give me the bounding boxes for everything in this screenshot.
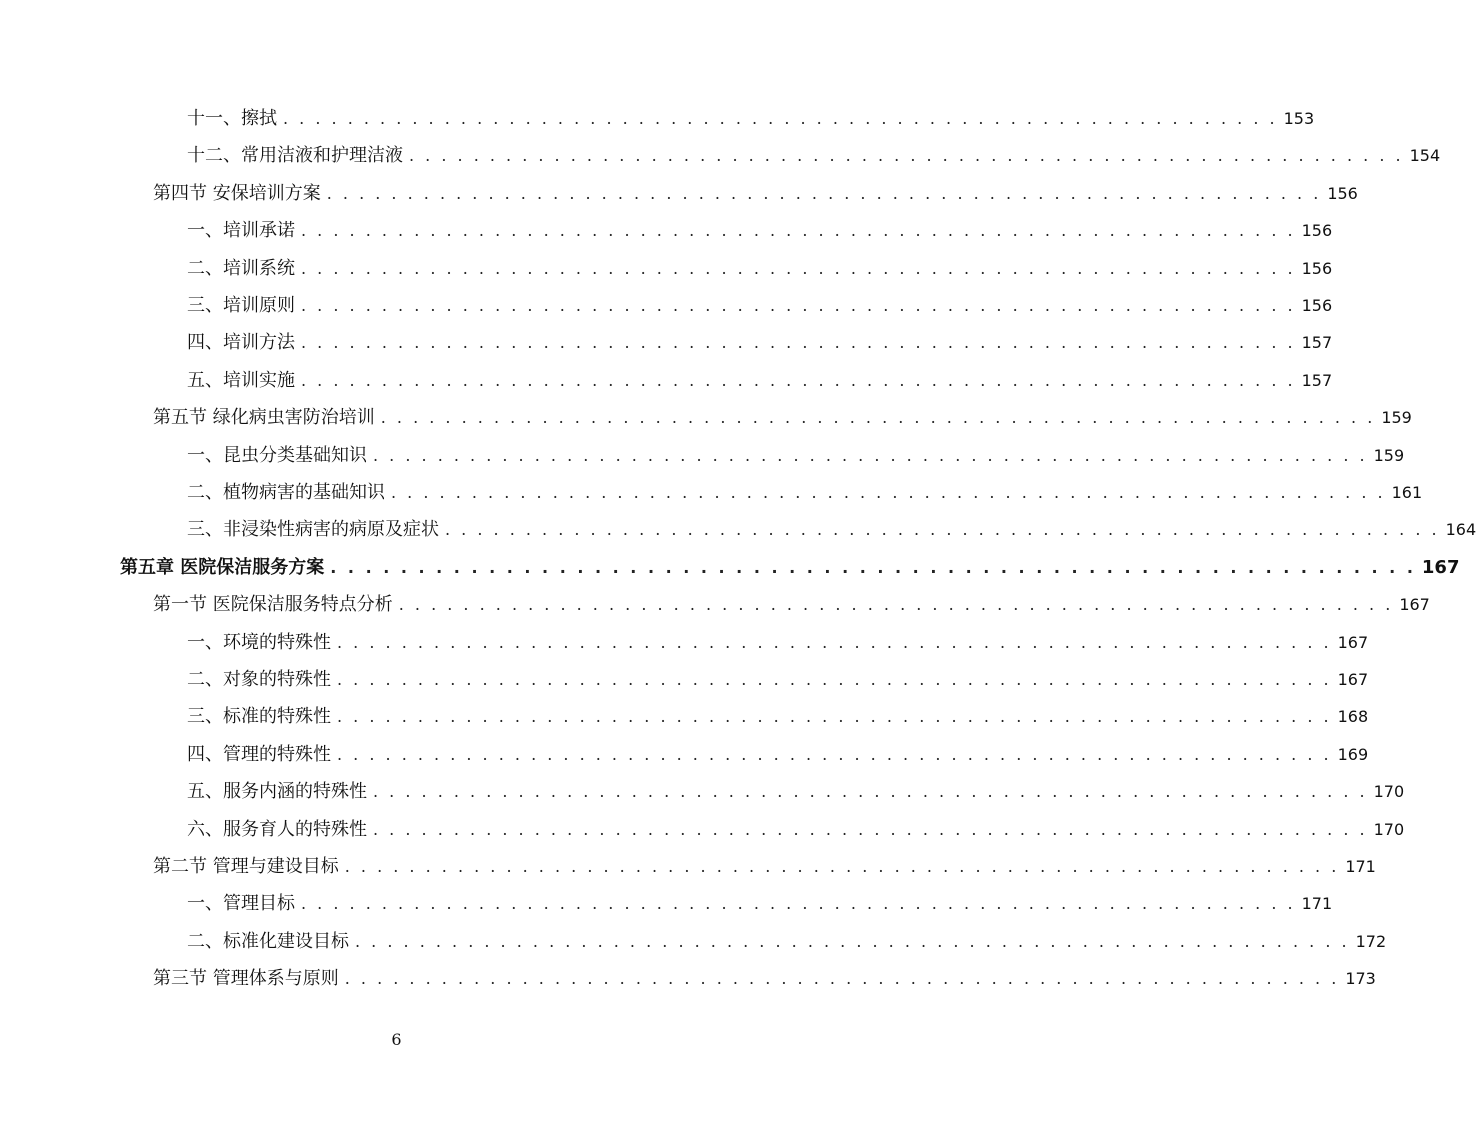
toc-subsection-entry[interactable] [187,100,1315,137]
toc-dot-leader: . . . . . . . . . . . . . . . . . . . . . . . . . . . . . . . . . . . . . . . . . . . . . . . . . . . . . . . . . . . . . . [283,109,1278,128]
toc-subsection-entry[interactable] [187,362,1333,399]
toc-chapter-entry[interactable] [120,549,1460,586]
toc-entry-page-number: 156 [1301,296,1333,315]
toc-entry-title: 三、培训原则 [187,295,295,316]
toc-entry-title: 五、培训实施 [187,369,295,391]
toc-section-entry[interactable] [153,399,1412,436]
toc-entry-page-number: 170 [1373,782,1405,802]
toc-entry-page-number: 164 [1445,520,1476,540]
toc-subsection-entry[interactable] [187,698,1369,735]
toc-dot-leader: . . . . . . . . . . . . . . . . . . . . . . . . . . . . . . . . . . . . . . . . . . . . . . . . . . . . . . . . . . . . . . [445,520,1440,540]
toc-entry-title: 第二节 管理与建设目标 [153,856,339,877]
toc-subsection-entry[interactable] [187,437,1405,474]
toc-entry-page-number: 153 [1283,109,1315,128]
toc-dot-leader: . . . . . . . . . . . . . . . . . . . . . . . . . . . . . . . . . . . . . . . . . . . . . . . . . . . . . . . . . . . . . . [337,744,1332,764]
toc-subsection-entry[interactable] [187,212,1333,249]
toc-entry-page-number: 168 [1337,707,1369,727]
toc-subsection-entry[interactable] [187,923,1387,960]
toc-dot-leader: . . . . . . . . . . . . . . . . . . . . . . . . . . . . . . . . . . . . . . . . . . . . . . . . . . . . . . . . . . . . . . [373,782,1368,802]
toc-entry-title: 一、管理目标 [187,893,295,915]
toc-entry-page-number: 167 [1337,670,1369,689]
toc-dot-leader: . . . . . . . . . . . . . . . . . . . . . . . . . . . . . . . . . . . . . . . . . . . . . . . . . . . . . . . . . . . . . . [409,146,1404,166]
toc-entry-page-number: 156 [1301,258,1333,278]
toc-subsection-entry[interactable] [187,287,1333,324]
toc-entry-title: 六、服务育人的特殊性 [187,818,367,840]
toc-entry-page-number: 156 [1327,183,1358,203]
toc-entry-title: 一、培训承诺 [187,220,295,242]
toc-subsection-entry[interactable] [187,736,1369,773]
toc-entry-title: 第一节 医院保洁服务特点分析 [153,594,393,616]
toc-subsection-entry[interactable] [187,811,1405,848]
toc-entry-title: 第四节 安保培训方案 [153,182,321,204]
toc-entry-page-number: 169 [1337,744,1369,764]
toc-section-entry[interactable] [153,175,1358,212]
toc-entry-page-number: 171 [1345,857,1376,876]
toc-dot-leader: . . . . . . . . . . . . . . . . . . . . . . . . . . . . . . . . . . . . . . . . . . . . . . . . . . . . . . . . . . . . . . [337,632,1332,652]
toc-section-entry[interactable] [153,848,1376,885]
toc-entry-page-number: 171 [1301,894,1333,914]
toc-entry-title: 五、服务内涵的特殊性 [187,781,367,803]
toc-entry-page-number: 170 [1373,819,1405,839]
toc-dot-leader: . . . . . . . . . . . . . . . . . . . . . . . . . . . . . . . . . . . . . . . . . . . . . . . . . . . . . . . . . . . . . . [301,258,1296,278]
toc-subsection-entry[interactable] [187,250,1333,287]
toc-dot-leader: . . . . . . . . . . . . . . . . . . . . . . . . . . . . . . . . . . . . . . . . . . . . . . . . . . . . . . . . . . . . . . [330,557,1416,577]
toc-entry-page-number: 173 [1345,969,1376,989]
toc-dot-leader: . . . . . . . . . . . . . . . . . . . . . . . . . . . . . . . . . . . . . . . . . . . . . . . . . . . . . . . . . . . . . . [301,221,1296,241]
toc-entry-title: 二、标准化建设目标 [187,930,349,952]
toc-dot-leader: . . . . . . . . . . . . . . . . . . . . . . . . . . . . . . . . . . . . . . . . . . . . . . . . . . . . . . . . . . . . . . [373,819,1368,839]
toc-entry-title: 十一、擦拭 [187,108,277,129]
toc-dot-leader: . . . . . . . . . . . . . . . . . . . . . . . . . . . . . . . . . . . . . . . . . . . . . . . . . . . . . . . . . . . . . . [301,333,1296,353]
toc-dot-leader: . . . . . . . . . . . . . . . . . . . . . . . . . . . . . . . . . . . . . . . . . . . . . . . . . . . . . . . . . . . . . . [326,183,1322,203]
toc-section-entry[interactable] [153,586,1430,623]
toc-dot-leader: . . . . . . . . . . . . . . . . . . . . . . . . . . . . . . . . . . . . . . . . . . . . . . . . . . . . . . . . . . . . . . [344,857,1340,876]
toc-entry-page-number: 167 [1399,595,1430,615]
toc-entry-page-number: 159 [1373,445,1405,465]
toc-subsection-entry[interactable] [187,624,1369,661]
toc-entry-page-number: 159 [1381,408,1412,428]
toc-subsection-entry[interactable] [187,474,1423,511]
toc-entry-title: 十二、常用洁液和护理洁液 [187,145,403,167]
toc-entry-title: 三、非浸染性病害的病原及症状 [187,519,439,541]
toc-entry-title: 二、培训系统 [187,257,295,279]
toc-dot-leader: . . . . . . . . . . . . . . . . . . . . . . . . . . . . . . . . . . . . . . . . . . . . . . . . . . . . . . . . . . . . . . [398,595,1394,615]
toc-dot-leader: . . . . . . . . . . . . . . . . . . . . . . . . . . . . . . . . . . . . . . . . . . . . . . . . . . . . . . . . . . . . . . [337,670,1332,689]
toc-entry-page-number: 157 [1301,333,1333,353]
toc-subsection-entry[interactable] [187,773,1405,810]
toc-section-entry[interactable] [153,960,1376,997]
toc-entry-title: 三、标准的特殊性 [187,706,331,728]
toc-entry-page-number: 161 [1391,483,1423,502]
toc-dot-leader: . . . . . . . . . . . . . . . . . . . . . . . . . . . . . . . . . . . . . . . . . . . . . . . . . . . . . . . . . . . . . . [391,483,1386,502]
toc-dot-leader: . . . . . . . . . . . . . . . . . . . . . . . . . . . . . . . . . . . . . . . . . . . . . . . . . . . . . . . . . . . . . . [337,707,1332,727]
page-number: 6 [391,1030,402,1049]
toc-entry-page-number: 167 [1337,632,1369,652]
toc-subsection-entry[interactable] [187,511,1476,548]
toc-subsection-entry[interactable] [187,137,1441,174]
toc-entry-title: 一、环境的特殊性 [187,631,331,653]
toc-entry-title: 四、培训方法 [187,332,295,354]
toc-entry-page-number: 172 [1355,931,1387,951]
toc-entry-title: 第三节 管理体系与原则 [153,968,339,990]
toc-entry-page-number: 156 [1301,221,1333,241]
toc-entry-title: 四、管理的特殊性 [187,743,331,765]
toc-entry-title: 第五章 医院保洁服务方案 [120,556,325,578]
toc-entry-title: 二、对象的特殊性 [187,669,331,690]
toc-dot-leader: . . . . . . . . . . . . . . . . . . . . . . . . . . . . . . . . . . . . . . . . . . . . . . . . . . . . . . . . . . . . . . [355,931,1350,951]
toc-entry-page-number: 167 [1421,556,1460,578]
toc-subsection-entry[interactable] [187,324,1333,361]
toc-dot-leader: . . . . . . . . . . . . . . . . . . . . . . . . . . . . . . . . . . . . . . . . . . . . . . . . . . . . . . . . . . . . . . [344,969,1340,989]
toc-subsection-entry[interactable] [187,661,1369,698]
toc-dot-leader: . . . . . . . . . . . . . . . . . . . . . . . . . . . . . . . . . . . . . . . . . . . . . . . . . . . . . . . . . . . . . . [301,296,1296,315]
toc-entry-page-number: 154 [1409,146,1441,166]
toc-dot-leader: . . . . . . . . . . . . . . . . . . . . . . . . . . . . . . . . . . . . . . . . . . . . . . . . . . . . . . . . . . . . . . [301,894,1296,914]
toc-dot-leader: . . . . . . . . . . . . . . . . . . . . . . . . . . . . . . . . . . . . . . . . . . . . . . . . . . . . . . . . . . . . . . [373,445,1368,465]
toc-subsection-entry[interactable] [187,885,1333,922]
toc-dot-leader: . . . . . . . . . . . . . . . . . . . . . . . . . . . . . . . . . . . . . . . . . . . . . . . . . . . . . . . . . . . . . . [380,408,1376,428]
toc-entry-title: 第五节 绿化病虫害防治培训 [153,407,375,429]
toc-entry-title: 一、昆虫分类基础知识 [187,444,367,466]
toc-dot-leader: . . . . . . . . . . . . . . . . . . . . . . . . . . . . . . . . . . . . . . . . . . . . . . . . . . . . . . . . . . . . . . [301,370,1296,390]
toc-entry-title: 二、植物病害的基础知识 [187,482,385,503]
toc-entry-page-number: 157 [1301,370,1333,390]
